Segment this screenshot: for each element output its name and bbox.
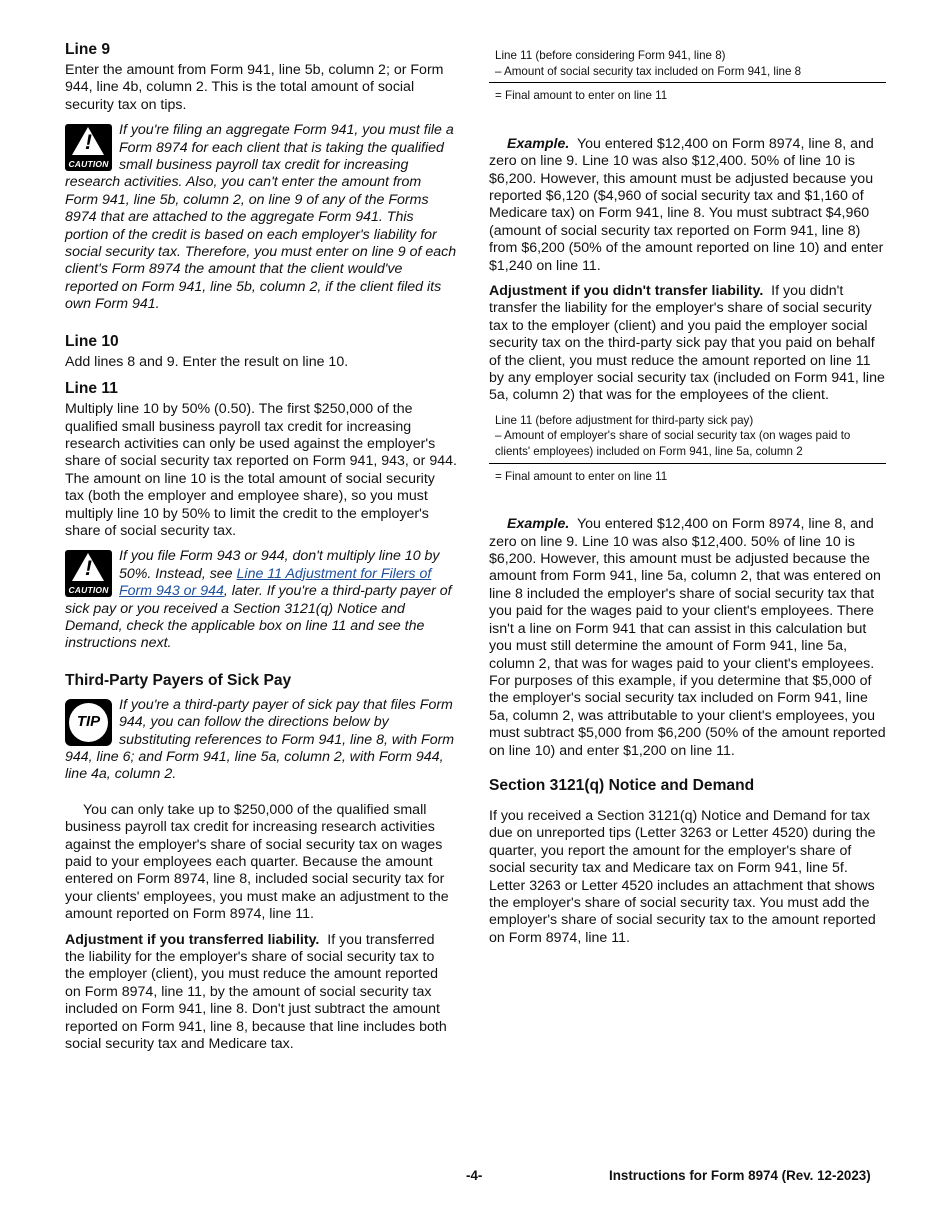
calc1-line1: Line 11 (before considering Form 941, line 8) [495,49,726,62]
adjustment-not-transferred-label: Adjustment if you didn't transfer liability. [489,283,764,300]
left-column [65,40,457,1062]
calc2-rule [489,463,886,464]
tip-label: TIP [76,712,101,730]
section3121-heading: Section 3121(q) Notice and Demand [489,776,755,794]
section3121-body: If you received a Section 3121(q) Notice and Demand for tax due on unreported tips (Letter 3263 or Letter 4520) during the quarter, you report the amount for the employer's share of social security tax and Medicare tax on Form 941, line 5f. Letter 3263 or Letter 4520 includes an attachment that shows the employer's share of social security tax. You must add the employer's share of social security tax to the amount reported on Form 8974, line 11. [489,807,876,946]
line10-heading: Line 10 [65,332,119,350]
calc2-result: = Final amount to enter on line 11 [495,469,668,483]
example2-body: You entered $12,400 on Form 8974, line 8, and zero on line 9. Line 10 was also $12,400. 50% of line 10 is $6,200. However, this amount must be adjusted because the amount from Form 941, line 5a, column 2, that was entered on line 8 included the employer's share of social security tax that you paid for the wages paid to your client's employees. There isn't a line on Form 941 that can assist in this calculation but you must still determine the amount of Form 941, line 5a, column 2, that was for wages paid to your client's employees. For purposes of this example, if you determine that $5,000 of the employer's social security tax included on Form 941, line 5a, column 2, was attributable to your client's employees, you must subtract $5,000 from $6,200 (50% of the amount reported on line 10) and enter $1,200 on line 11. [489,516,886,759]
page-number: -4- [466,1168,483,1183]
line11-heading: Line 11 [65,380,118,398]
line11-adjustment-link[interactable]: Line 11 Adjustment for Filers of Form 943 or 944 [119,565,432,600]
line9-body: Enter the amount from Form 941, line 5b, column 2; or Form 944, line 4b, column 2. This is the total amount of social security tax on tips. [65,62,444,113]
calc1-result: = Final amount to enter on line 11 [495,89,668,103]
calculation-box-1 [489,48,886,104]
example1-body: You entered $12,400 on Form 8974, line 8, and zero on line 9. Line 10 was also $12,400. 50% of line 10 is $6,200. However, this amount must be adjusted because you reported $6,120 ($4,960 of social security tax and $1,160 of Medicare tax) on Form 941, line 8. You must subtract $4,960 (amount of social security tax reported on Form 941, line 8) from $6,200 (50% of the amount reported on line 10) and enter $1,240 on line 11. [489,135,884,274]
caution-note-aggregate [65,122,457,313]
calculation-box-2 [489,413,886,484]
example1-paragraph [489,136,886,275]
caution-icon: ! CAUTION [65,550,112,597]
line10-body: Add lines 8 and 9. Enter the result on line 10. [65,353,349,370]
adjustment-not-transferred-body: If you didn't transfer the liability for the employer's share of social security tax to the employer (client) and you paid the employer social security tax on the third-party sick pay that you paid on behalf of the client, you must reduce the amount reported on line 11 by any employer social security tax (included on Form 941, line 5a, column 2) that was for the employees of the client. [489,283,885,404]
adjustment-transferred-body: If you transferred the liability for the employer's share of social security tax to the employer (client), you must reduce the amount reported on Form 8974, line 11, by the amount of social security tax included on Form 941, line 8. Don't just subtract the amount reported on Form 941, line 8, because that line includes both social security tax and Medicare tax. [65,931,447,1053]
third-party-body: You can only take up to $250,000 of the qualified small business payroll tax credit for increasing research activities against the employer's share of social security tax on wages paid to your employees each quarter. Because the amount entered on Form 8974, line 8, included social security tax for your clients' employees, you must make an adjustment to the amount reported on Form 8974, line 11. [65,801,449,923]
adjustment-transferred-paragraph [65,932,457,1054]
third-party-heading: Third-Party Payers of Sick Pay [65,671,292,689]
right-column [489,48,886,955]
tip-icon [65,699,112,746]
form-identifier: Instructions for Form 8974 (Rev. 12-2023) [609,1168,871,1183]
adjustment-not-transferred-paragraph [489,283,886,405]
caution-note-943-944 [65,548,457,652]
tip-text: If you're a third-party payer of sick pay that files Form 944, you can follow the directions below by substituting references to Form 941, line 8, with Form 944, line 6; and Form 941, line 5a, column 2, with Form 944, line 4a, column 2. [65,696,455,783]
tip-note [65,697,457,784]
line11-body: Multiply line 10 by 50% (0.50). The first $250,000 of the qualified small business payroll tax credit for increasing research activities can only be used against the employer's share of social security tax reported on Form 941, 943, or 944. The amount on line 10 is the total amount of social security tax (both the employer and employee share), so you must multiply line 10 by 50% to limit the credit to the employer's share of social security tax. [65,401,457,539]
calc1-rule [489,82,886,83]
calc2-line2: – Amount of employer's share of social security tax (on wages paid to clients' employees) included on Form 941, line 5a, column 2 [495,429,851,459]
example1-label: Example. [507,135,570,152]
caution-label: CAUTION [68,159,109,170]
caution-text-pre: If you file Form 943 or 944, don't multiply line 10 by 50%. Instead, see [119,548,440,582]
example2-label: Example. [507,516,570,533]
adjustment-transferred-label: Adjustment if you transferred liability. [65,931,320,948]
caution-icon: ! CAUTION [65,124,112,171]
example2-paragraph [489,516,886,760]
caution-text-aggregate: If you're filing an aggregate Form 941, you must file a Form 8974 for each client that is taking the qualified small business payroll tax credit for increasing research activities. Also, you can't enter the amount from Form 941, line 5b, column 2, on line 9 of any of the Forms 8974 that are attached to the aggregate Form 941. This portion of the credit is based on each employer's liability for social security tax. Therefore, you must enter on line 9 of each client's Form 8974 the amount that the client would've reported on Form 941, line 5b, column 2, if the client filed its own Form 941. [65,122,457,313]
line9-heading: Line 9 [65,41,111,58]
calc2-line1: Line 11 (before adjustment for third-party sick pay) [495,413,754,427]
caution-text-post: , later. If you're a third-party payer of sick pay or you received a Section 3121(q) Notice and Demand, check the applicable box on line 11 and see the instructions next. [65,583,452,652]
calc1-line2: – Amount of social security tax included on Form 941, line 8 [495,64,802,78]
caution-label: CAUTION [68,585,109,596]
